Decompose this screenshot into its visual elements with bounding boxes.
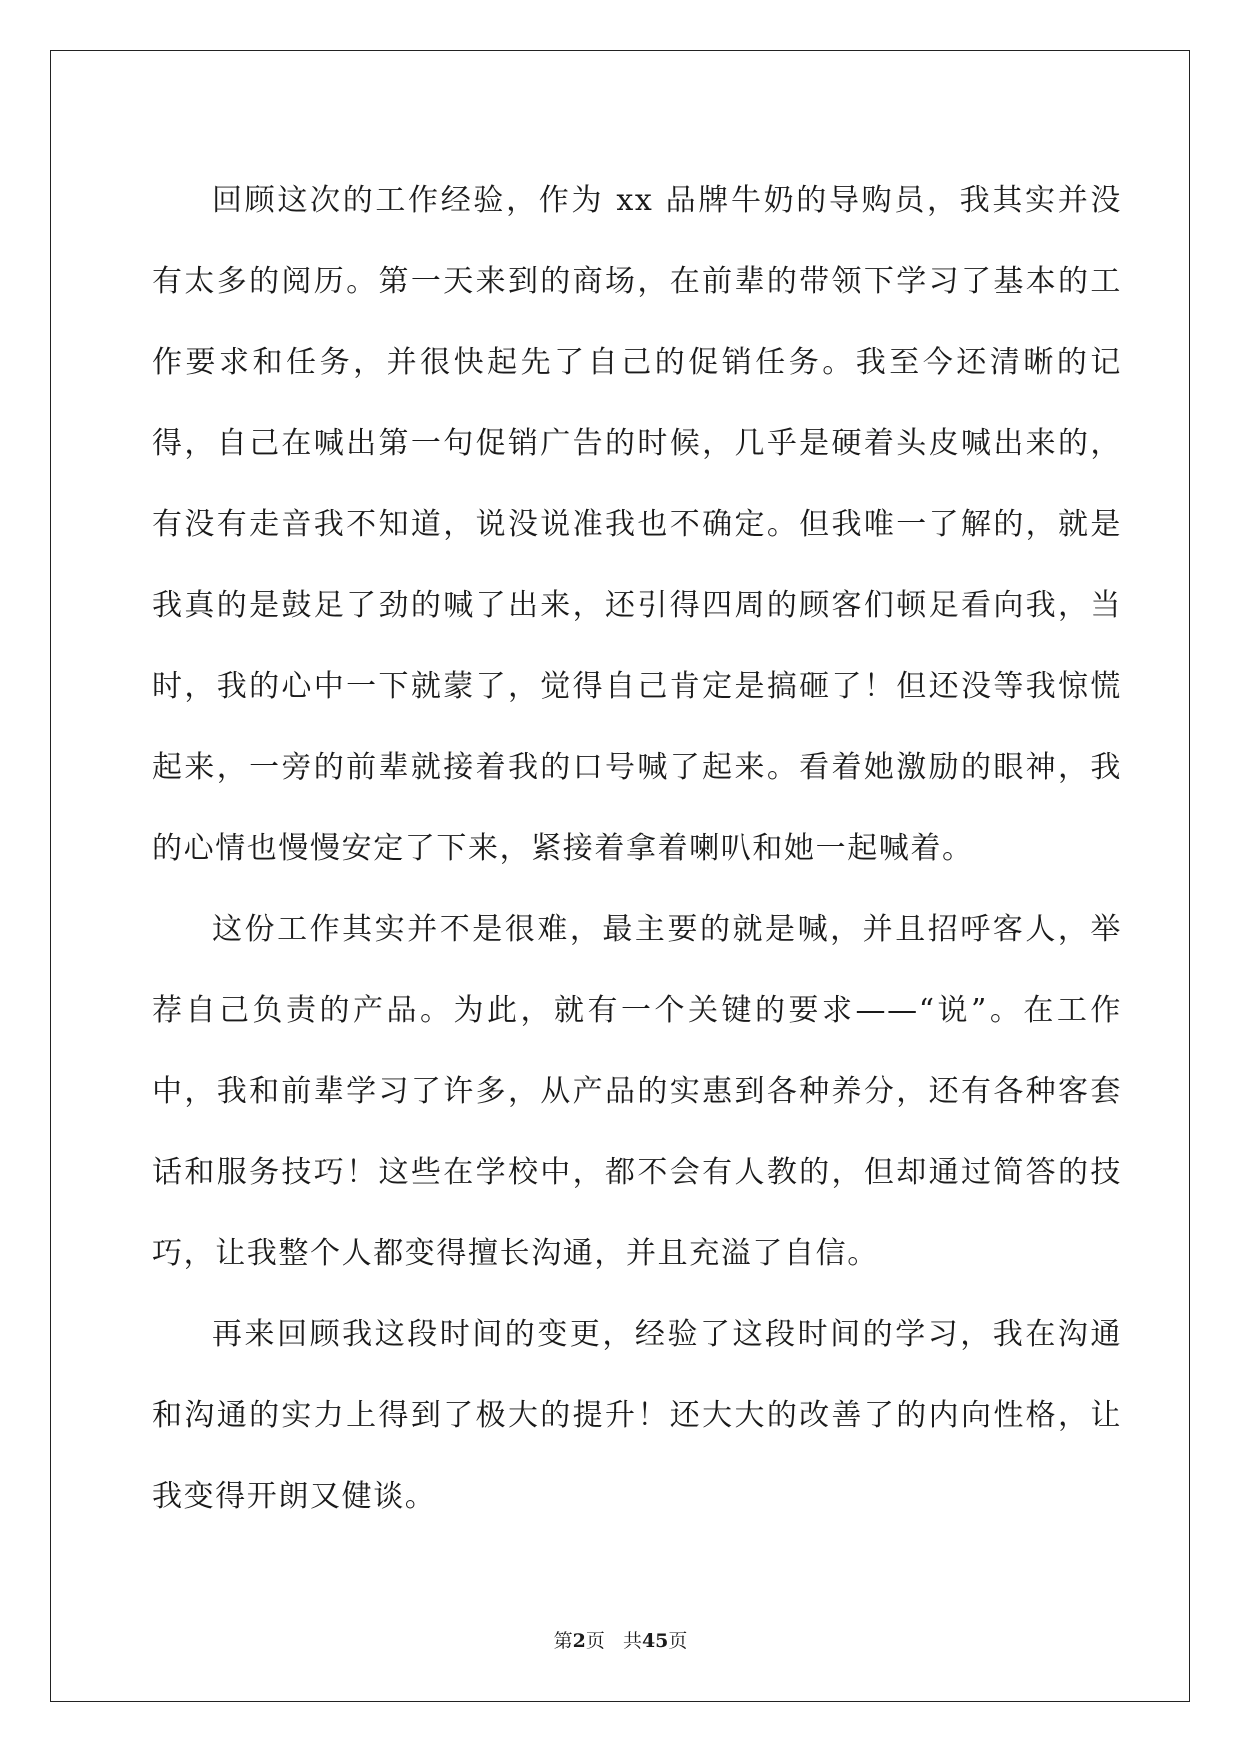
paragraph-3: 再来回顾我这段时间的变更，经验了这段时间的学习，我在沟通和沟通的实力上得到了极大的提升！还大大的改善了的内向性格，让我变得开朗又健谈。 bbox=[152, 1317, 1122, 1514]
total-page-count: 45 bbox=[641, 1630, 669, 1652]
paragraph-2: 这份工作其实并不是很难，最主要的就是喊，并且招呼客人，举荐自己负责的产品。为此，就有一个关键的要求——“说”。在工作中，我和前辈学习了许多，从产品的实惠到各种养分，还有各种客套话和服务技巧！这些在学校中，都不会有人教的，但却通过简答的技巧，让我整个人都变得擅长沟通，并且充溢了自信。 bbox=[152, 912, 1122, 1271]
page-mid-text: 页 共 bbox=[585, 1630, 642, 1652]
page-number-footer bbox=[0, 1626, 1241, 1653]
page-suffix: 页 bbox=[668, 1630, 688, 1652]
current-page-number: 2 bbox=[572, 1630, 586, 1652]
page-prefix: 第 bbox=[553, 1630, 573, 1652]
paragraph-1: 回顾这次的工作经验，作为 xx 品牌牛奶的导购员，我其实并没有太多的阅历。第一天来到的商场，在前辈的带领下学习了基本的工作要求和任务，并很快起先了自己的促销任务。我至今还清晰的记得，自己在喊出第一句促销广告的时候，几乎是硬着头皮喊出来的，有没有走音我不知道，说没说准我也不确定。但我唯一了解的，就是我真的是鼓足了劲的喊了出来，还引得四周的顾客们顿足看向我，当时，我的心中一下就蒙了，觉得自己肯定是搞砸了！但还没等我惊慌起来，一旁的前辈就接着我的口号喊了起来。看着她激励的眼神，我的心情也慢慢安定了下来，紧接着拿着喇叭和她一起喊着。 bbox=[152, 183, 1122, 866]
document-body bbox=[152, 160, 1122, 1537]
